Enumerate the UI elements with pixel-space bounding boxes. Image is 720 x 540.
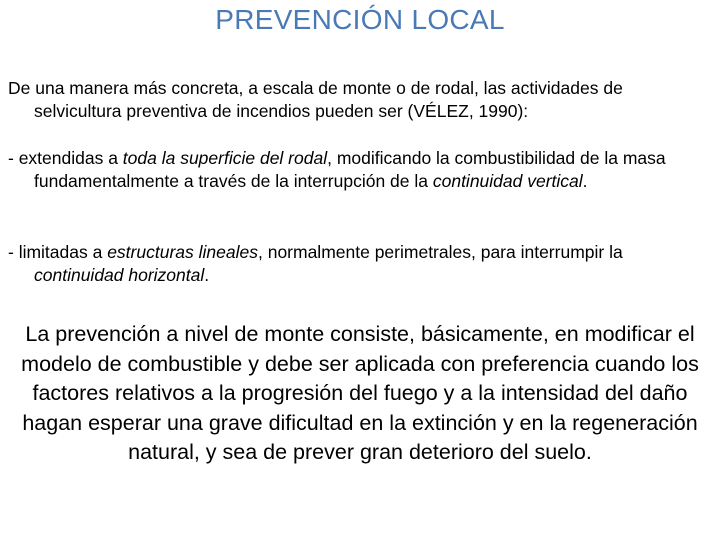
item1-suffix: . [582, 171, 588, 191]
item2-prefix: - limitadas a [8, 242, 108, 262]
item1-emphasis-1: toda la superficie del rodal [122, 148, 328, 168]
bullet-item-limitadas [8, 241, 712, 287]
item1-middle: , modificando la combustibilidad de la masa fundamentalmente a través de la interrupción de la [34, 148, 666, 191]
item1-emphasis-2: continuidad vertical [432, 171, 583, 191]
item2-emphasis-1: estructuras lineales [107, 242, 258, 262]
intro-paragraph: De una manera más concreta, a escala de monte o de rodal, las actividades de selvicultura preventiva de incendios pueden ser (VÉLEZ, 1990): [8, 78, 623, 121]
item2-emphasis-2: continuidad horizontal [34, 265, 205, 285]
slide-title: PREVENCIÓN LOCAL [215, 4, 505, 35]
item1-prefix: - extendidas a [8, 148, 123, 168]
item2-suffix: . [204, 265, 210, 285]
item2-middle: , normalmente perimetrales, para interrumpir la [257, 242, 623, 262]
bullet-item-extendidas [8, 147, 712, 193]
closing-paragraph: La prevención a nivel de monte consiste, básicamente, en modificar el modelo de combustible y debe ser aplicada con preferencia cuando los factores relativos a la progresión del fuego y a la intensidad del daño hagan esperar una grave dificultad en la extinción y en la regeneración natural, y sea de prever gran deterioro del suelo. [21, 322, 699, 464]
